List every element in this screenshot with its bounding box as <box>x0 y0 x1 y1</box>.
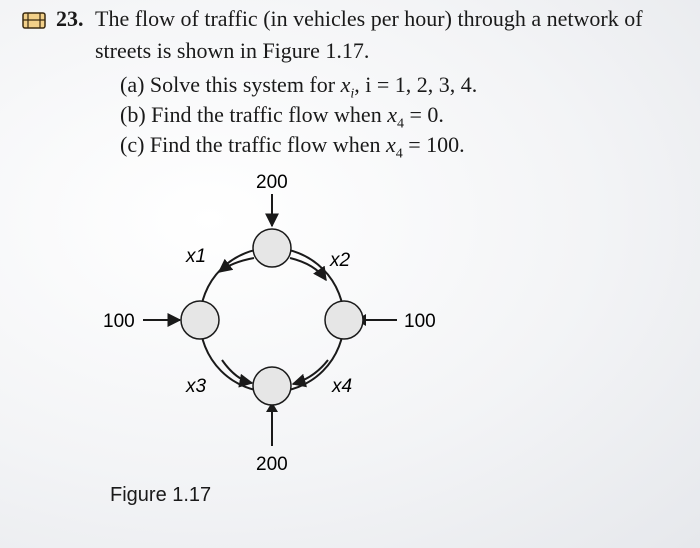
part-a-label: (a) <box>120 72 145 97</box>
part-c-sub: 4 <box>395 146 403 162</box>
x2-flow-arrow <box>290 258 326 280</box>
part-c-label: (c) <box>120 132 145 157</box>
x1-label: x1 <box>186 246 207 267</box>
part-c-after: = 100. <box>402 132 465 157</box>
part-b-text: Find the traffic flow when <box>151 102 382 127</box>
part-a-sub: i <box>350 86 355 102</box>
part-c-var: x <box>385 132 396 157</box>
part-b-label: (b) <box>120 102 146 127</box>
intersection-bottom <box>253 367 291 405</box>
part-b-var: x <box>387 102 397 127</box>
x4-label: x4 <box>332 376 353 397</box>
right-outflow-label: 100 <box>404 311 436 332</box>
bottom-outflow-label: 200 <box>256 454 288 475</box>
problem-intro-line-1: The flow of traffic (in vehicles per hour) through a network of <box>95 6 643 31</box>
x2-label: x2 <box>330 250 351 271</box>
x3-flow-arrow <box>222 360 252 383</box>
part-b-sub: 4 <box>396 116 404 132</box>
x3-label: x3 <box>186 376 207 397</box>
problem-number: 23. <box>56 6 84 31</box>
intersection-top <box>253 229 291 267</box>
intersection-right <box>325 301 363 339</box>
part-a-var: x <box>340 72 351 97</box>
part-a-after: , i = 1, 2, 3, 4. <box>354 72 478 97</box>
part-c-text: Find the traffic flow when <box>149 132 381 157</box>
intersection-left <box>181 301 219 339</box>
part-a-text: Solve this system for <box>149 72 336 97</box>
problem-intro-line-2: streets is shown in Figure 1.17. <box>95 38 370 63</box>
figure-caption: Figure 1.17 <box>110 484 212 506</box>
part-b-after: = 0. <box>403 102 444 127</box>
top-inflow-label: 200 <box>256 172 288 193</box>
left-inflow-label: 100 <box>103 311 135 332</box>
